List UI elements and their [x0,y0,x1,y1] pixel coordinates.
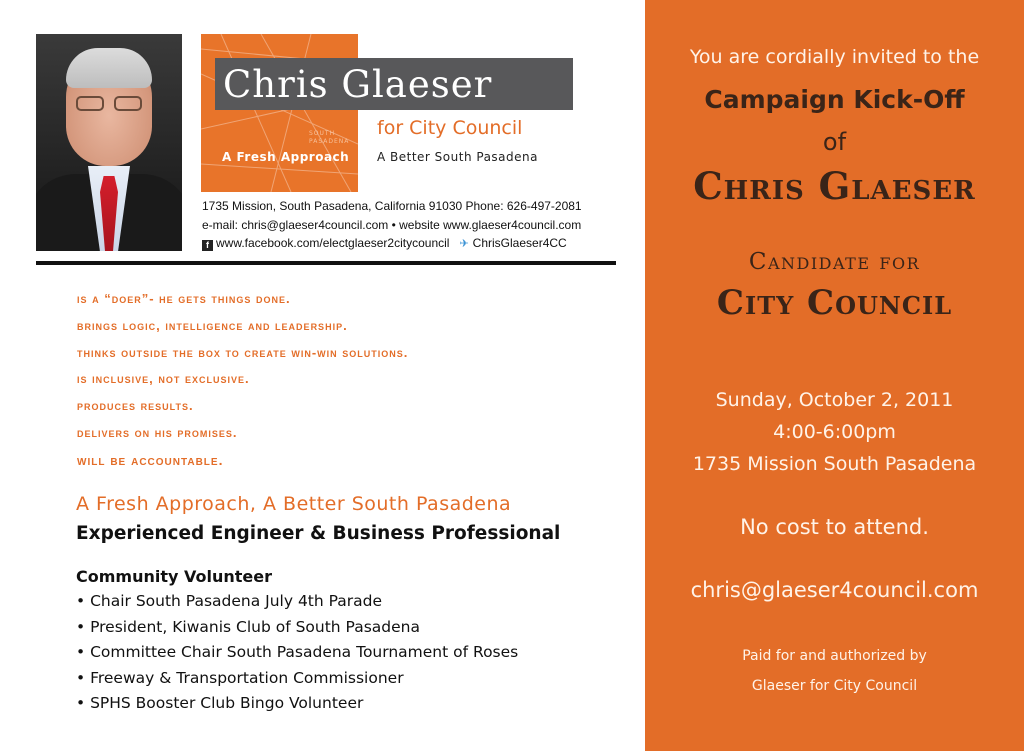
map-label: SOUTH PASADENA [309,130,350,145]
candidate-for-label: Candidate for [748,249,921,275]
invite-candidate-name: Chris Glaeser [693,164,976,208]
twitter-icon: ✈ [459,238,469,250]
profession: Experienced Engineer & Business Professional [76,523,561,544]
photo-hair [66,48,152,88]
disclaimer-line2: Glaeser for City Council [751,678,918,694]
volunteer-item: • SPHS Booster Club Bingo Volunteer [76,694,364,712]
logo-office: for City Council [377,117,523,139]
volunteer-heading: Community Volunteer [76,567,272,586]
facebook-icon: f [202,240,213,251]
rsvp-email[interactable]: chris@glaeser4council.com [690,578,979,602]
invitation-panel [645,0,1024,751]
candidate-photo [36,34,182,251]
trait-item: is inclusive, not exclusive. [77,371,250,387]
logo-name-bar [215,58,573,110]
volunteer-item: • President, Kiwanis Club of South Pasadena [76,617,420,636]
volunteer-item: • Freeway & Transportation Commissioner [76,668,404,687]
volunteer-item: • Chair South Pasadena July 4th Parade [76,592,383,610]
event-cost: No cost to attend. [740,515,929,539]
header-divider [36,261,616,265]
contact-social [202,236,567,251]
trait-item: brings logic, intelligence and leadership. [77,317,348,333]
trait-item: will be accountable. [77,451,224,468]
trait-item: produces results. [77,398,194,414]
logo-tagline-left: A Fresh Approach [222,150,350,164]
trait-item: delivers on his promises. [77,424,238,440]
slogan: A Fresh Approach, A Better South Pasadena [76,493,512,515]
trait-item: thinks outside the box to create win-win solutions. [77,344,409,360]
event-title: Campaign Kick-Off [704,85,965,114]
volunteer-list [76,592,518,720]
twitter-handle[interactable]: ChrisGlaeser4CC [472,236,567,250]
logo-tagline-right: A Better South Pasadena [377,150,538,164]
photo-glasses [76,96,142,112]
invite-of: of [822,128,847,156]
contact-email-website: e-mail: chris@glaeser4council.com • website www.glaeser4council.com [202,218,582,232]
office-title: City Council [716,283,953,323]
event-location: 1735 Mission South Pasadena [692,453,977,475]
traits-list [77,291,408,479]
event-date: Sunday, October 2, 2011 [715,389,954,411]
volunteer-item: • Committee Chair South Pasadena Tournament of Roses [76,643,519,661]
contact-address-phone: 1735 Mission, South Pasadena, California 91030 Phone: 626-497-2081 [202,199,582,213]
invite-intro: You are cordially invited to the [689,46,980,68]
facebook-link[interactable]: www.facebook.com/electglaeser2citycouncil [216,236,450,250]
logo-candidate-name: Chris Glaeser [223,63,493,106]
event-time: 4:00-6:00pm [773,421,896,443]
disclaimer-line1: Paid for and authorized by [742,648,927,664]
trait-item: is a “doer”- he gets things done. [77,291,291,306]
